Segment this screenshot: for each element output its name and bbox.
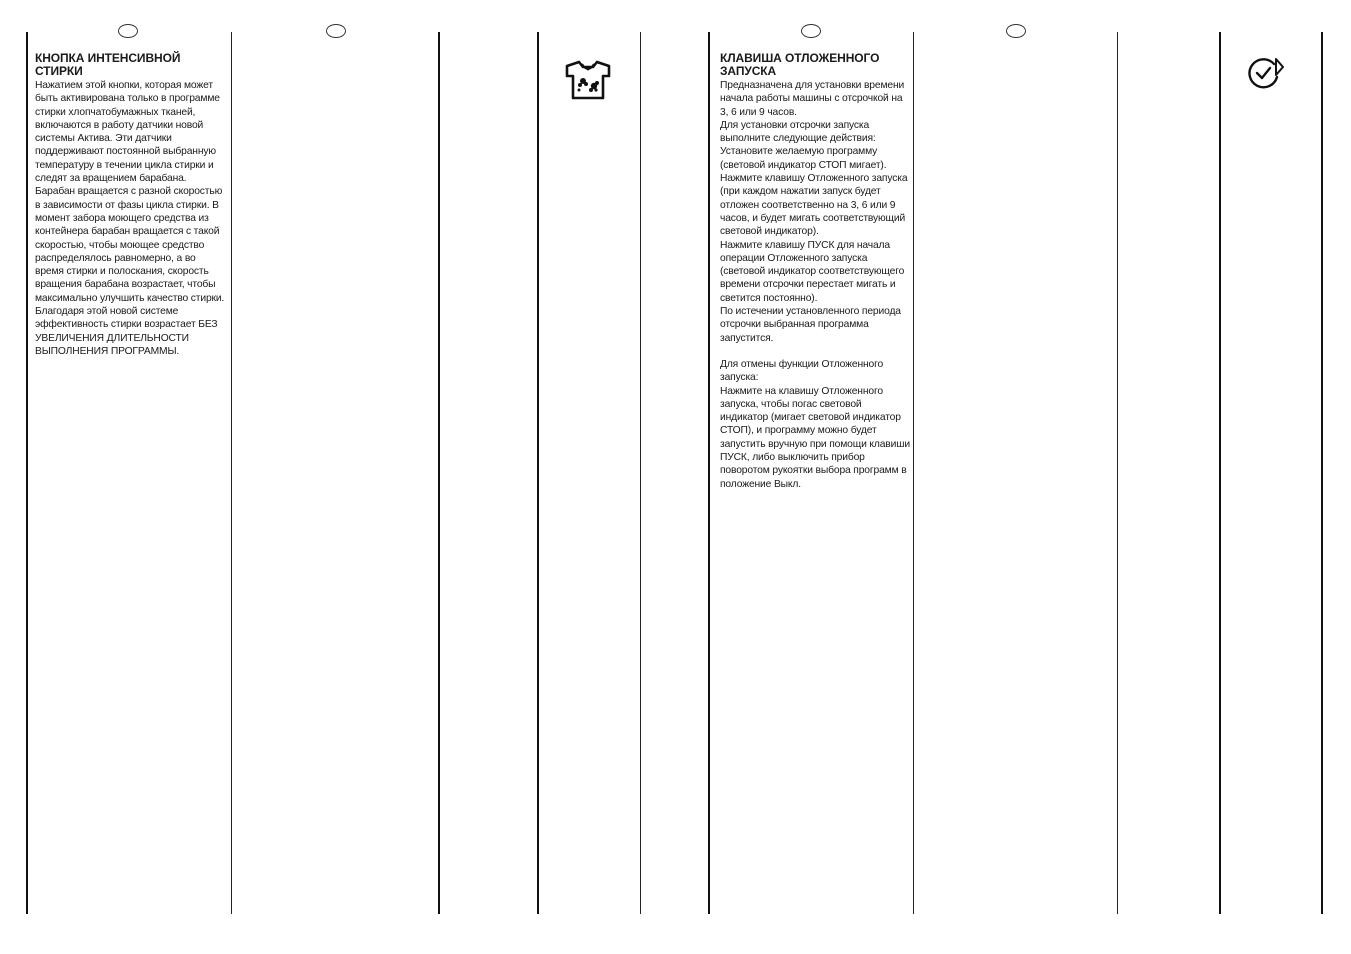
column-divider — [537, 32, 539, 914]
paragraph: Нажатием этой кнопки, которая может быть активирована только в программе стирки хлопчатобумажных тканей, включаются в работу датчики новой системы Актива. Эти датчики поддерживают постоянной выбранную температуру в течении цикла стирки и следят за вращением барабана. — [35, 80, 220, 185]
section-heading: КЛАВИША ОТЛОЖЕННОГО ЗАПУСКА — [720, 51, 880, 78]
column-divider — [708, 32, 710, 914]
intensive-wash-section — [35, 52, 225, 358]
delay-start-clock-icon — [1246, 55, 1286, 96]
paragraph: Нажмите клавишу ПУСК для начала операции Отложенного запуска (световой индикатор соответствующего времени отсрочки перестает мигать и светится постоянно). — [720, 239, 905, 304]
paragraph: Нажмите клавишу Отложенного запуска (при каждом нажатии запуск будет отложен соответственно на 3, 6 или 9 часов, и будет мигать соответствующий световой индикатор). — [720, 173, 908, 238]
intensive-wash-shirt-icon — [563, 60, 613, 105]
paragraph: Для установки отсрочки запуска выполните следующие действия: — [720, 119, 876, 145]
column-divider — [913, 32, 914, 914]
column-divider — [26, 32, 28, 914]
paragraph: Предназначена для установки времени начала работы машины с отсрочкой на 3, 6 или 9 часов. — [720, 80, 905, 118]
paragraph: Для отмены функции Отложенного запуска: — [720, 358, 884, 384]
paragraph: Барабан вращается с разной скоростью в зависимости от фазы цикла стирки. В момент забора моющего средства из контейнера барабан вращается с такой скоростью, чтобы моющее средство распределялось равномерно, а во время стирки и полоскания, скорость вращения барабана возрастает, чтобы максимально улучшить качество стирки. Благодаря этой новой системе эффективность стирки возрастает БЕЗ УВЕЛИЧЕНИЯ ДЛИТЕЛЬНОСТИ ВЫПОЛНЕНИЯ ПРОГРАММЫ. — [35, 186, 225, 357]
language-flag-icon — [1006, 24, 1026, 38]
column-divider — [1219, 32, 1221, 914]
paragraph-gap — [720, 345, 910, 358]
paragraph: Нажмите на клавишу Отложенного запуска, чтобы погас световой индикатор (мигает световой индикатор СТОП), и программу можно будет запустить вручную при помощи клавиши ПУСК, либо выключить прибор поворотом рукоятки выбора программ в положение Выкл. — [720, 385, 910, 490]
paragraph: Установите желаемую программу (световой индикатор СТОП мигает). — [720, 146, 887, 171]
language-flag-icon — [118, 24, 138, 38]
delay-start-section — [720, 52, 910, 491]
language-flag-icon — [326, 24, 346, 38]
language-flag-icon — [801, 24, 821, 38]
section-heading: КНОПКА ИНТЕНСИВНОЙ СТИРКИ — [35, 51, 181, 78]
column-divider — [438, 32, 440, 914]
column-divider — [1117, 32, 1118, 914]
column-divider — [231, 32, 232, 914]
column-divider — [640, 32, 641, 914]
column-divider — [1321, 32, 1323, 914]
paragraph: По истечении установленного периода отсрочки выбранная программа запустится. — [720, 306, 901, 344]
